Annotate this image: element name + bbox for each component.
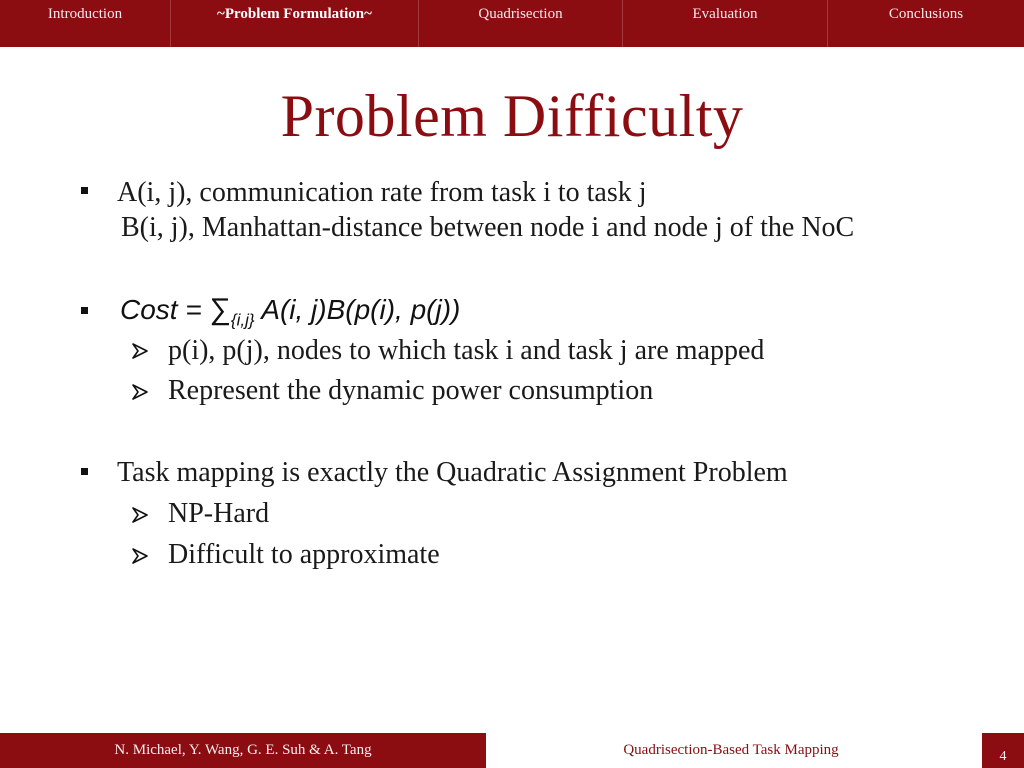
- bullet2-sub2: Represent the dynamic power consumption: [168, 375, 654, 406]
- square-bullet-icon: [81, 187, 88, 194]
- footer-authors: N. Michael, Y. Wang, G. E. Suh & A. Tang: [0, 733, 486, 768]
- slide-title: Problem Difficulty: [280, 83, 744, 149]
- tab-introduction[interactable]: [0, 0, 171, 47]
- tab-problem-formulation[interactable]: [171, 0, 419, 47]
- footer-title: Quadrisection-Based Task Mapping: [486, 733, 976, 768]
- bullet3-sub1: NP-Hard: [168, 498, 270, 529]
- tab-evaluation[interactable]: [623, 0, 828, 47]
- tab-label: Evaluation: [692, 6, 758, 22]
- tab-label: Introduction: [47, 6, 123, 22]
- tab-quadrisection[interactable]: [419, 0, 623, 47]
- bullet2-sub1: p(i), p(j), nodes to which task i and task j are mapped: [168, 335, 765, 366]
- square-bullet-icon: [81, 468, 88, 475]
- arrow-bullet-icon: [131, 506, 149, 524]
- bullet1-line2: B(i, j), Manhattan-distance between node i and node j of the NoC: [121, 212, 855, 243]
- top-navigation: [0, 0, 1024, 47]
- formula-subscript: {i,j}: [230, 310, 255, 330]
- arrow-bullet-icon: [131, 342, 149, 360]
- tab-label: Conclusions: [888, 6, 964, 22]
- bullet1-line1: A(i, j), communication rate from task i to task j: [117, 177, 647, 208]
- tab-label: Quadrisection: [478, 6, 563, 22]
- formula-equals: =: [185, 294, 202, 325]
- bullet3-sub2: Difficult to approximate: [168, 539, 440, 570]
- cost-formula: [120, 293, 460, 331]
- square-bullet-icon: [81, 307, 88, 314]
- arrow-bullet-icon: [131, 383, 149, 401]
- bullet3-text: Task mapping is exactly the Quadratic Assignment Problem: [117, 457, 788, 488]
- arrow-bullet-icon: [131, 547, 149, 565]
- formula-rhs: A(i, j)B(p(i), p(j)): [261, 294, 461, 325]
- page-number: 4: [982, 733, 1024, 768]
- formula-lhs: Cost: [120, 294, 178, 325]
- tab-label: ~Problem Formulation~: [217, 6, 372, 22]
- tab-conclusions[interactable]: [828, 0, 1024, 47]
- sum-symbol: ∑: [209, 293, 231, 326]
